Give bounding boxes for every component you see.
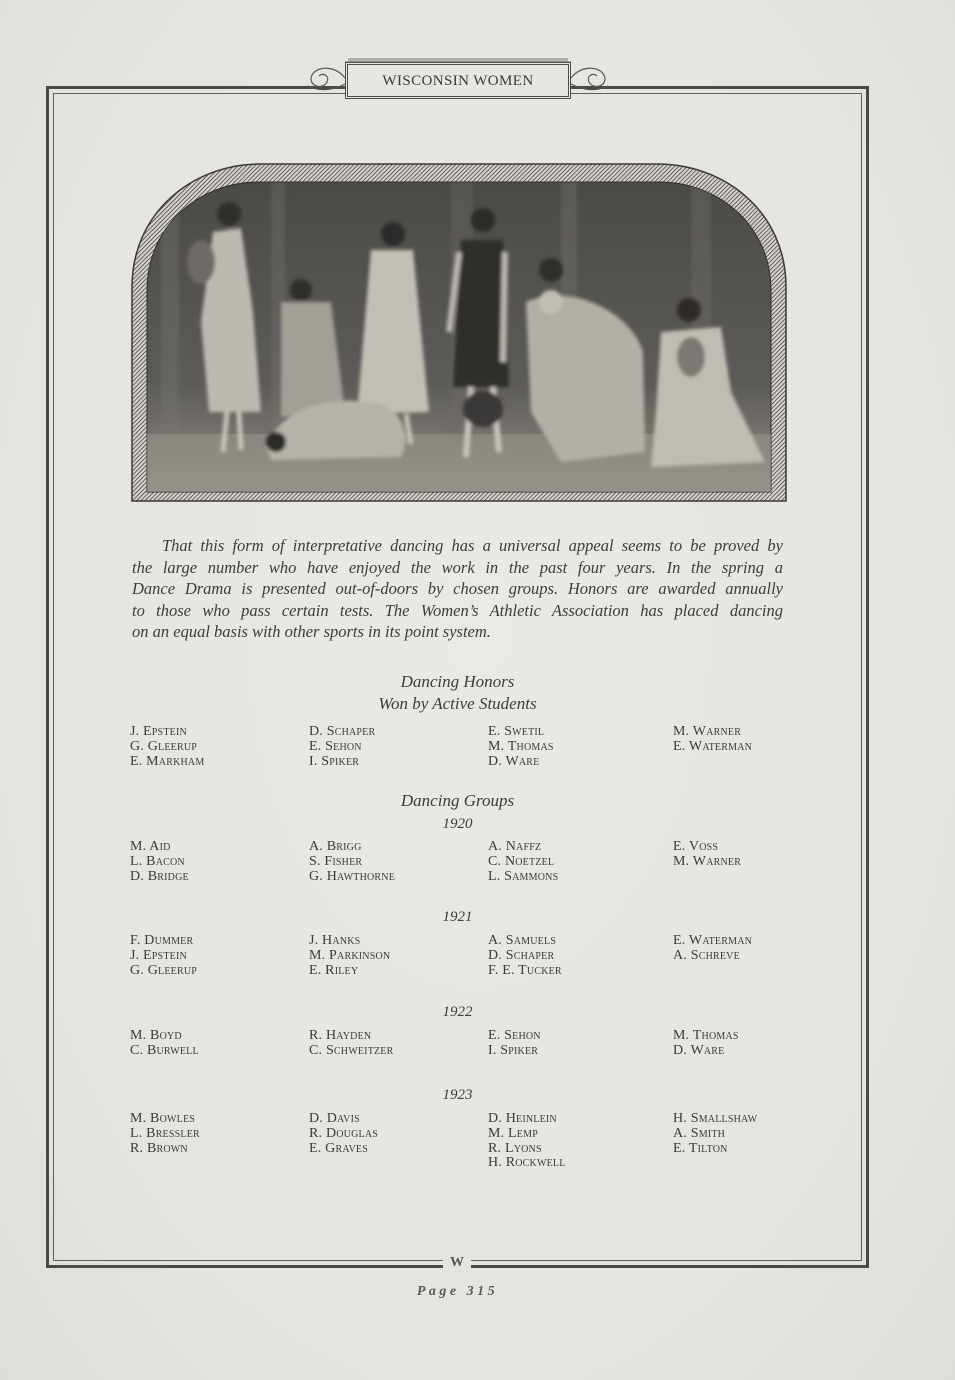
name-entry: M. Thomas: [673, 1028, 739, 1043]
name-entry: A. Brigg: [309, 839, 362, 854]
roster-column: [130, 1029, 306, 1059]
name-entry: R. Lyons: [488, 1140, 542, 1156]
year-label: 1922: [442, 1004, 473, 1020]
name-entry: D. Davis: [309, 1111, 360, 1126]
roster-column: [673, 1029, 849, 1059]
roster-column: [130, 840, 306, 884]
roster-column: [309, 1029, 485, 1059]
name-entry: S. Fisher: [309, 853, 363, 869]
roster-column: [673, 1112, 849, 1156]
name-entry: L. Bacon: [130, 853, 185, 869]
name-entry: J. Hanks: [309, 933, 361, 948]
name-entry: G. Gleerup: [130, 738, 197, 754]
name-entry: D. Ware: [673, 1042, 725, 1058]
name-entry: G. Hawthorne: [309, 868, 396, 884]
honors-roster: [0, 725, 955, 795]
intro-line: on an equal basis with other sports in its point system.: [132, 622, 491, 642]
roster-column: [130, 1112, 306, 1156]
name-entry: D. Bridge: [130, 868, 189, 884]
roster-column: [130, 725, 306, 769]
name-entry: F. Dummer: [130, 933, 194, 948]
name-entry: E. Sehon: [309, 738, 362, 754]
name-entry: M. Thomas: [488, 738, 554, 754]
w-emblem-icon: W: [443, 1253, 471, 1273]
page-number: Page 315: [416, 1284, 499, 1299]
name-entry: L. Sammons: [488, 868, 559, 884]
roster-column: [309, 725, 485, 769]
name-entry: M. Bowles: [130, 1111, 196, 1126]
intro-line: to those who pass certain tests. The Women’s Athletic Association has placed dancing: [132, 600, 783, 620]
roster-column: [488, 1029, 664, 1059]
roster-column: [488, 1112, 664, 1171]
name-entry: M. Warner: [673, 853, 742, 869]
honors-heading: Dancing Honors: [400, 672, 515, 691]
name-entry: M. Lemp: [488, 1125, 538, 1141]
year-label: 1920: [442, 816, 473, 832]
name-entry: C. Burwell: [130, 1042, 199, 1058]
name-entry: R. Brown: [130, 1140, 188, 1156]
name-entry: R. Douglas: [309, 1125, 379, 1141]
dancers-photo: [131, 162, 787, 502]
name-entry: M. Parkinson: [309, 947, 391, 963]
name-entry: D. Heinlein: [488, 1111, 557, 1126]
group-roster: [0, 1112, 955, 1182]
name-entry: J. Epstein: [130, 724, 187, 739]
name-entry: E. Waterman: [673, 933, 753, 948]
year-label: 1921: [442, 909, 473, 925]
name-entry: C. Schweitzer: [309, 1042, 394, 1058]
name-entry: I. Spiker: [309, 753, 360, 769]
group-roster: [0, 840, 955, 910]
name-entry: E. Markham: [130, 753, 205, 769]
name-entry: E. Sehon: [488, 1028, 541, 1043]
name-entry: D. Schaper: [309, 724, 376, 739]
roster-column: [673, 840, 849, 870]
roster-column: [673, 934, 849, 964]
name-entry: A. Schreve: [673, 947, 740, 963]
name-entry: A. Samuels: [488, 933, 557, 948]
name-entry: E. Waterman: [673, 738, 753, 754]
name-entry: D. Ware: [488, 753, 540, 769]
roster-column: [673, 725, 849, 755]
roster-column: [488, 934, 664, 978]
name-entry: A. Naffz: [488, 839, 542, 854]
roster-column: [488, 725, 664, 769]
running-header-title: WISCONSIN WOMEN: [382, 73, 534, 89]
name-entry: M. Aid: [130, 839, 171, 854]
roster-column: [309, 840, 485, 884]
name-entry: D. Schaper: [488, 947, 555, 963]
roster-column: [488, 840, 664, 884]
groups-heading: Dancing Groups: [400, 791, 515, 810]
intro-line: That this form of interpretative dancing has a universal appeal seems to be proved by: [162, 536, 783, 555]
name-entry: E. Riley: [309, 962, 359, 978]
group-roster: [0, 934, 955, 1004]
name-entry: F. E. Tucker: [488, 962, 562, 978]
name-entry: M. Warner: [673, 724, 742, 739]
name-entry: M. Boyd: [130, 1028, 182, 1043]
year-label: 1923: [442, 1087, 473, 1103]
name-entry: H. Smallshaw: [673, 1111, 758, 1126]
name-entry: E. Swetil: [488, 724, 545, 739]
name-entry: A. Smith: [673, 1125, 726, 1141]
name-entry: H. Rockwell: [488, 1155, 566, 1171]
roster-column: [309, 1112, 485, 1156]
honors-subheading: Won by Active Students: [378, 694, 537, 713]
name-entry: E. Voss: [673, 839, 719, 854]
name-entry: R. Hayden: [309, 1028, 372, 1043]
roster-column: [309, 934, 485, 978]
name-entry: E. Tilton: [673, 1140, 728, 1156]
name-entry: J. Epstein: [130, 947, 187, 963]
name-entry: C. Noetzel: [488, 853, 555, 869]
intro-line: the large number who have enjoyed the work in the past four years. In the spring a: [132, 557, 783, 577]
roster-column: [130, 934, 306, 978]
name-entry: I. Spiker: [488, 1042, 539, 1058]
intro-paragraph: [132, 535, 783, 643]
running-header: [345, 62, 571, 99]
name-entry: G. Gleerup: [130, 962, 197, 978]
name-entry: L. Bressler: [130, 1125, 200, 1141]
name-entry: E. Graves: [309, 1140, 368, 1156]
intro-line: Dance Drama is presented out-of-doors by chosen groups. Honors are awarded annually: [132, 579, 783, 599]
